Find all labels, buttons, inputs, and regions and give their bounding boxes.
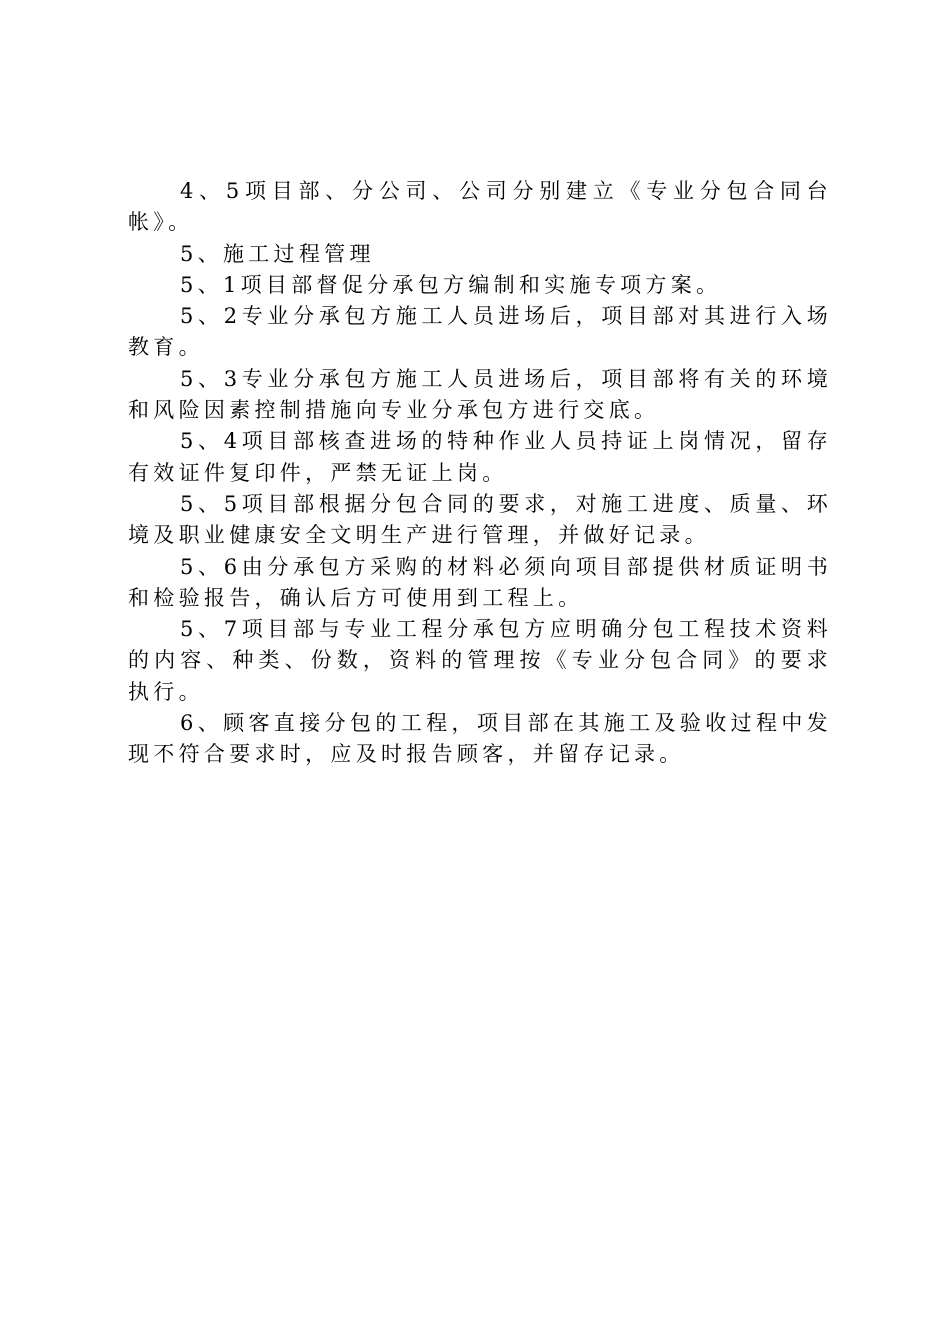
paragraph-5-2: 5、2专业分承包方施工人员进场后，项目部对其进行入场教育。	[128, 304, 832, 360]
paragraph-4-5: 4、5项目部、分公司、公司分别建立《专业分包合同台帐》。	[128, 179, 832, 235]
paragraph-6: 6、顾客直接分包的工程，项目部在其施工及验收过程中发现不符合要求时，应及时报告顾客，并留存记录。	[128, 711, 832, 767]
document-body	[128, 176, 832, 771]
paragraph-5-6: 5、6由分承包方采购的材料必须向项目部提供材质证明书和检验报告，确认后方可使用到工程上。	[128, 554, 832, 610]
paragraph-5-5: 5、5项目部根据分包合同的要求，对施工进度、质量、环境及职业健康安全文明生产进行管理，并做好记录。	[128, 491, 832, 548]
paragraph-5-4: 5、4项目部核查进场的特种作业人员持证上岗情况，留存有效证件复印件，严禁无证上岗。	[128, 429, 832, 485]
paragraph-5-heading: 5、施工过程管理	[180, 241, 375, 266]
paragraph-5-7: 5、7项目部与专业工程分承包方应明确分包工程技术资料的内容、种类、份数，资料的管理按《专业分包合同》的要求执行。	[128, 617, 832, 704]
paragraph-5-3: 5、3专业分承包方施工人员进场后，项目部将有关的环境和风险因素控制措施向专业分承包方进行交底。	[128, 366, 832, 423]
paragraph-5-1: 5、1项目部督促分承包方编制和实施专项方案。	[180, 272, 722, 297]
